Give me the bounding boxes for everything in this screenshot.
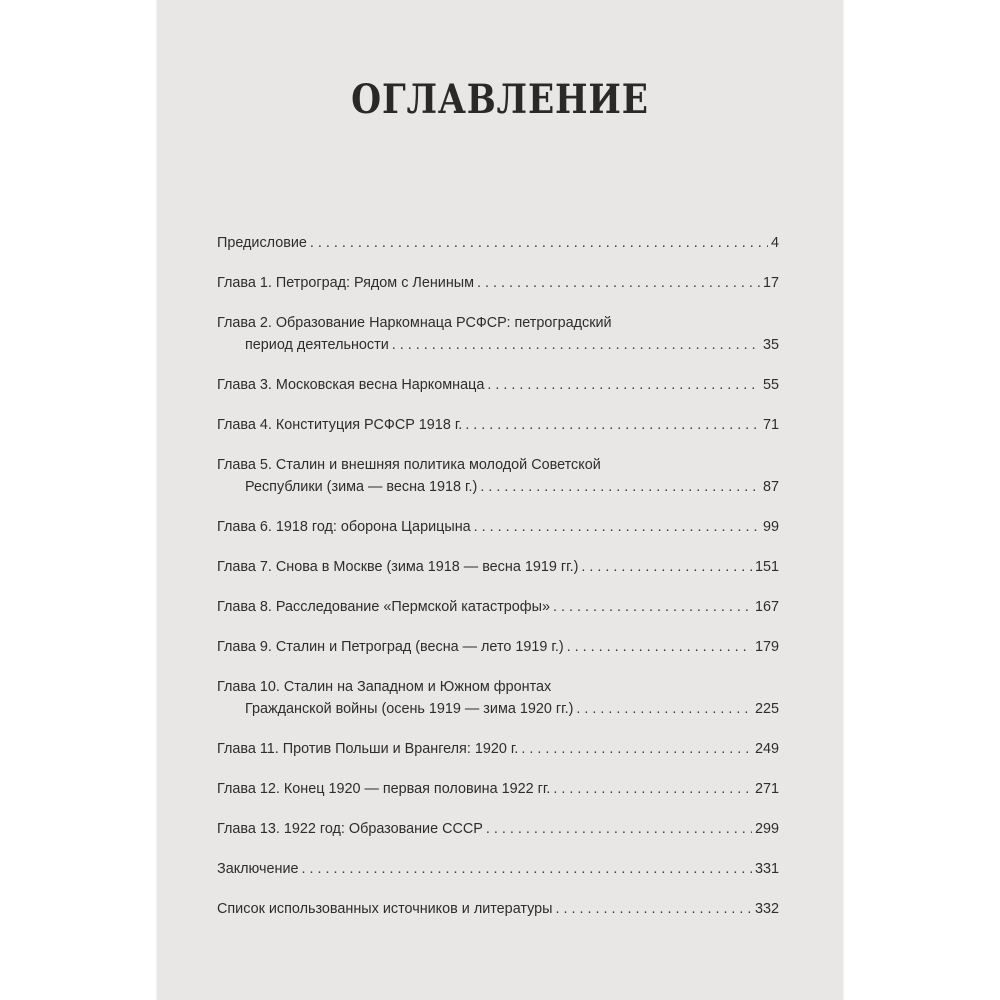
toc-entry-title: Гражданской войны (осень 1919 — зима 1920 гг.) xyxy=(245,701,574,717)
toc-entry-page: 331 xyxy=(754,861,779,877)
table-of-contents xyxy=(217,232,779,938)
dot-leader xyxy=(480,476,760,498)
toc-entry xyxy=(217,778,779,800)
toc-entry xyxy=(217,898,779,920)
toc-entry-title: Республики (зима — весна 1918 г.) xyxy=(245,479,478,495)
toc-entry-title-line1: Глава 10. Сталин на Западном и Южном фронтах xyxy=(217,679,552,695)
toc-entry xyxy=(217,374,779,396)
dot-leader xyxy=(576,698,752,720)
dot-leader xyxy=(521,738,752,760)
toc-entry-page: 87 xyxy=(762,479,779,495)
toc-entry xyxy=(217,738,779,760)
toc-entry xyxy=(217,232,779,254)
toc-entry-page: 332 xyxy=(754,901,779,917)
dot-leader xyxy=(487,374,760,396)
toc-entry-title: период деятельности xyxy=(245,337,389,353)
dot-leader xyxy=(567,636,752,658)
toc-entry-page: 167 xyxy=(754,599,779,615)
toc-entry-title: Глава 6. 1918 год: оборона Царицына xyxy=(217,519,471,535)
dot-leader xyxy=(465,414,760,436)
toc-entry-title: Глава 1. Петроград: Рядом с Лениным xyxy=(217,275,474,291)
toc-entry-title: Глава 12. Конец 1920 — первая половина 1922 гг. xyxy=(217,781,551,797)
toc-entry xyxy=(217,454,779,498)
dot-leader xyxy=(581,556,752,578)
toc-entry-page: 4 xyxy=(770,235,779,251)
dot-leader xyxy=(302,858,752,880)
toc-entry-page: 179 xyxy=(754,639,779,655)
toc-entry-page: 151 xyxy=(754,559,779,575)
toc-entry xyxy=(217,596,779,618)
toc-entry xyxy=(217,516,779,538)
toc-entry-title: Глава 4. Конституция РСФСР 1918 г. xyxy=(217,417,463,433)
toc-entry-title: Глава 13. 1922 год: Образование СССР xyxy=(217,821,483,837)
toc-entry xyxy=(217,414,779,436)
toc-entry-title: Глава 7. Снова в Москве (зима 1918 — весна 1919 гг.) xyxy=(217,559,579,575)
toc-entry xyxy=(217,818,779,840)
toc-entry xyxy=(217,636,779,658)
toc-entry-title: Глава 11. Против Польши и Врангеля: 1920 г. xyxy=(217,741,519,757)
toc-entry xyxy=(217,272,779,294)
toc-entry xyxy=(217,312,779,356)
toc-entry-page: 17 xyxy=(762,275,779,291)
toc-entry-page: 35 xyxy=(762,337,779,353)
toc-entry-page: 271 xyxy=(754,781,779,797)
toc-entry-title: Глава 9. Сталин и Петроград (весна — лето 1919 г.) xyxy=(217,639,564,655)
dot-leader xyxy=(553,778,752,800)
toc-entry xyxy=(217,858,779,880)
dot-leader xyxy=(553,596,752,618)
toc-entry xyxy=(217,676,779,720)
toc-entry-page: 249 xyxy=(754,741,779,757)
toc-entry-page: 225 xyxy=(754,701,779,717)
toc-entry-title: Заключение xyxy=(217,861,299,877)
toc-entry-page: 71 xyxy=(762,417,779,433)
toc-entry-page: 55 xyxy=(762,377,779,393)
toc-entry-title: Список использованных источников и литературы xyxy=(217,901,553,917)
dot-leader xyxy=(474,516,760,538)
dot-leader xyxy=(486,818,752,840)
page-title: ОГЛАВЛЕНИЕ xyxy=(351,76,649,123)
toc-entry-title-line1: Глава 2. Образование Наркомнаца РСФСР: петроградский xyxy=(217,315,612,331)
toc-entry-title: Предисловие xyxy=(217,235,307,251)
dot-leader xyxy=(310,232,768,254)
toc-entry-title: Глава 3. Московская весна Наркомнаца xyxy=(217,377,485,393)
toc-entry-page: 299 xyxy=(754,821,779,837)
toc-entry xyxy=(217,556,779,578)
dot-leader xyxy=(556,898,752,920)
toc-entry-title: Глава 8. Расследование «Пермской катастрофы» xyxy=(217,599,550,615)
dot-leader xyxy=(392,334,760,356)
book-page xyxy=(157,0,843,1000)
toc-entry-title-line1: Глава 5. Сталин и внешняя политика молодой Советской xyxy=(217,457,601,473)
toc-entry-page: 99 xyxy=(762,519,779,535)
dot-leader xyxy=(477,272,760,294)
